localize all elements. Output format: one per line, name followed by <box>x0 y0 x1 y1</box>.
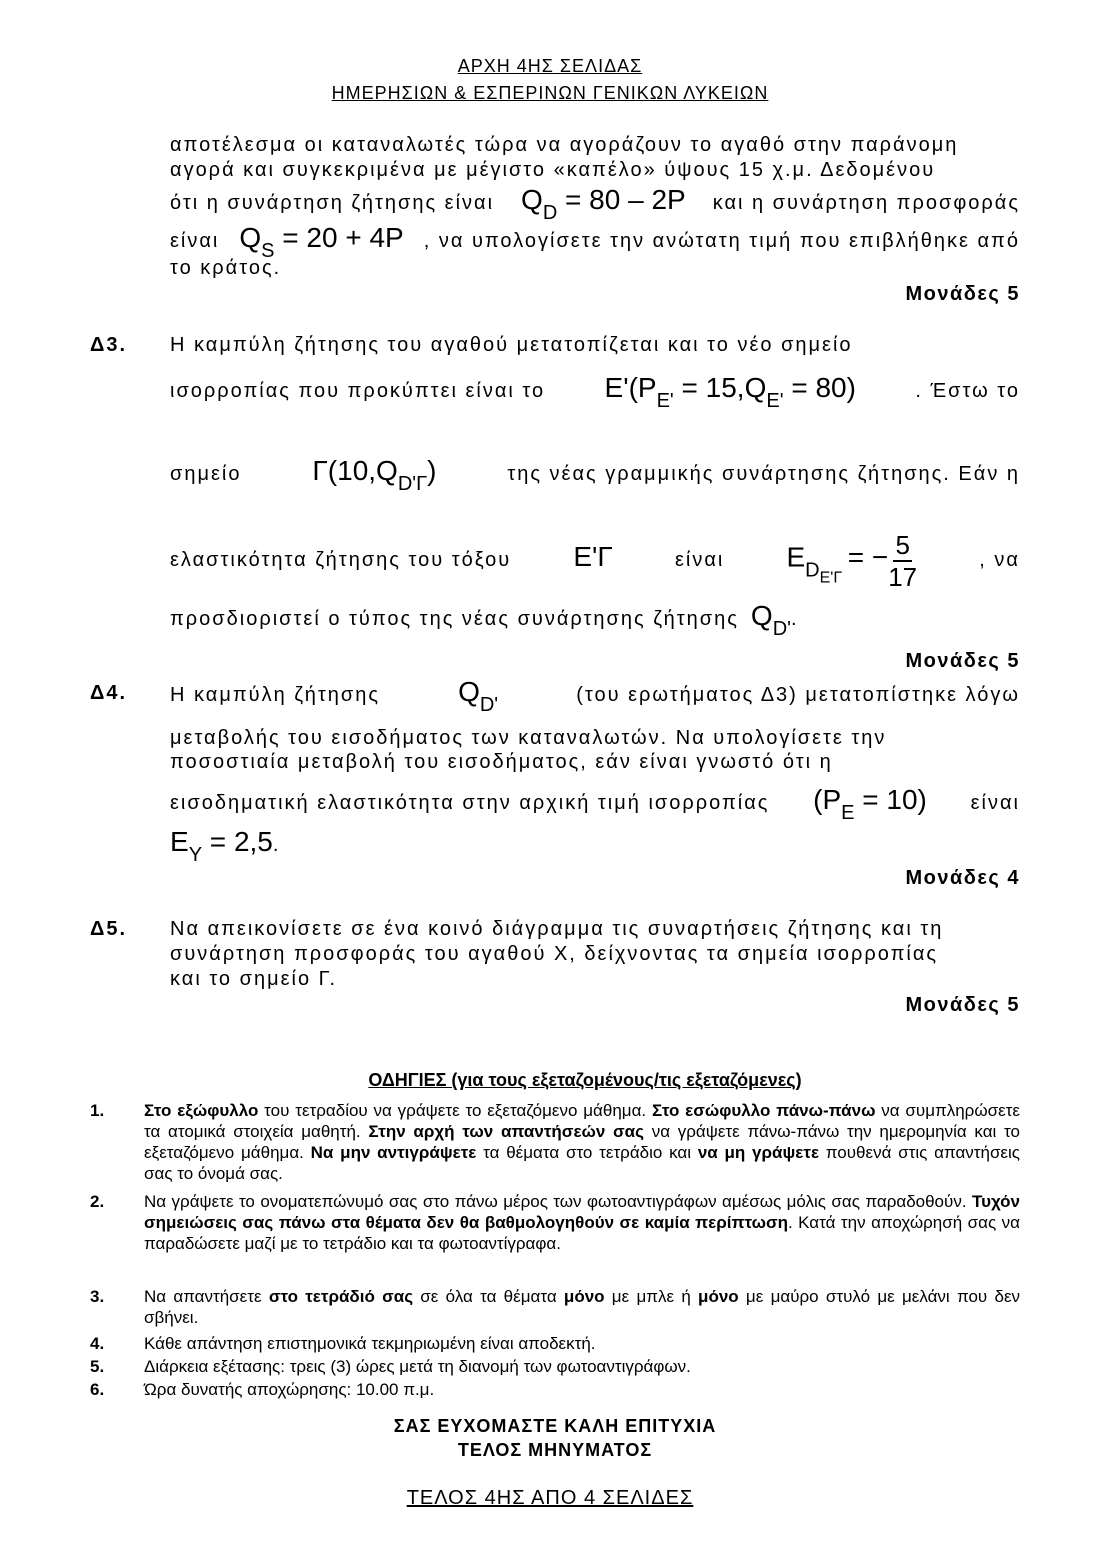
d3-line-4: ελαστικότητα ζήτησης του τόξου E'Γ είναι $ED_{E'\Gamma}$ = − $\frac{5}{17}$ , να <box>170 530 1020 592</box>
d3-line-1: Η καμπύλη ζήτησης του αγαθού μετατοπίζεται και το νέο σημείο <box>170 334 853 356</box>
instruction-text-1 <box>144 1100 1020 1184</box>
text-segment: Να απαντήσετε <box>144 1287 269 1306</box>
continuation-line-3: ότι η συνάρτηση ζήτησης είναι QD = 80 – 2P και η συνάρτηση προσφοράς <box>170 184 1020 224</box>
supply-function: QS = 20 + 4P <box>239 222 404 262</box>
text-segment: Διάρκεια εξέτασης: τρεις (3) ώρες μετά τη διανομή των φωτοαντιγράφων. <box>144 1357 691 1376</box>
d3-line-2: ισορροπίας που προκύπτει είναι το E'(PE' = 15,QE' = 80) . Έστω το <box>170 372 1020 412</box>
units-d3: Μονάδες 5 <box>905 650 1020 672</box>
page-header-title: ΑΡΧΗ 4ΗΣ ΣΕΛΙΔΑΣ <box>457 56 643 76</box>
equilibrium-point-formula: E'(PE' = 15,QE' = 80) <box>604 372 856 412</box>
demand-function: QD = 80 – 2P <box>521 184 686 224</box>
instruction-text-4 <box>144 1333 1020 1354</box>
text-segment: με μαύρο στυλό με μελάνι που δεν σβήνει. <box>144 1287 1021 1327</box>
bold-text-segment: να μη γράψετε <box>697 1143 820 1162</box>
bold-text-segment: Τυχόν σημειώσεις σας πάνω στα θέματα δεν θα βαθμολογηθούν σε καμία περίπτωση <box>144 1192 1020 1232</box>
continuation-line-1: αποτέλεσμα οι καταναλωτές τώρα να αγοράζουν το αγαθό στην παράνομη <box>170 134 959 156</box>
continuation-line-5: το κράτος. <box>170 257 282 279</box>
continuation-line-2: αγορά και συγκεκριμένα με μέγιστο «καπέλο» ύψους 15 χ.μ. Δεδομένου <box>170 159 936 181</box>
new-demand-symbol: QD'. <box>750 600 797 640</box>
arc-elasticity-formula: $ED_{E'\Gamma}$ = − $\frac{5}{17}$ <box>786 530 918 592</box>
units-continuation: Μονάδες 5 <box>905 283 1020 305</box>
instruction-text-3 <box>144 1286 1020 1328</box>
d3-line-3: σημείο Γ(10,QD'Γ) της νέας γραμμικής συνάρτησης ζήτησης. Εάν η <box>170 455 1020 495</box>
d4-line-3: ποσοστιαία μεταβολή του εισοδήματος, εάν είναι γνωστό ότι η <box>170 751 833 773</box>
income-elasticity-formula: EY = 2,5. <box>170 826 279 866</box>
units-d5: Μονάδες 5 <box>905 994 1020 1016</box>
demand-symbol-d4: QD' <box>458 676 499 716</box>
instruction-text-5 <box>144 1356 1020 1377</box>
text-segment: να συμπληρώσετε τα ατομικά στοιχεία μαθητή. <box>144 1101 1020 1141</box>
question-label-d4: Δ4. <box>90 682 128 704</box>
page-footer: ΤΕΛΟΣ 4ΗΣ ΑΠΟ 4 ΣΕΛΙΔΕΣ <box>406 1487 694 1509</box>
bold-text-segment: Στο εσώφυλλο πάνω-πάνω <box>651 1101 876 1120</box>
text-segment: του τετραδίου να γράψετε το εξεταζόμενο μάθημα. <box>258 1101 652 1120</box>
text-segment: να γράψετε πάνω-πάνω την ημερομηνία και το εξεταζόμενο μάθημα. <box>144 1122 1020 1162</box>
point-gamma-formula: Γ(10,QD'Γ) <box>312 455 437 495</box>
bold-text-segment: Στο εξώφυλλο <box>144 1101 259 1120</box>
closing-wishes: ΣΑΣ ΕΥΧΟΜΑΣΤΕ ΚΑΛΗ ΕΠΙΤΥΧΙΑ <box>393 1416 717 1436</box>
fraction: $\frac{5}{17}$ <box>888 530 918 592</box>
text-segment: . Κατά την αποχώρησή σας να παραδώσετε μαζί με το τετράδιο και τα φωτοαντίγραφα. <box>144 1213 1020 1253</box>
closing-end-message: ΤΕΛΟΣ ΜΗΝΥΜΑΤΟΣ <box>457 1440 653 1460</box>
bold-text-segment: Να μην αντιγράψετε <box>310 1143 477 1162</box>
bold-text-segment: στο τετράδιό σας <box>268 1287 414 1306</box>
bold-text-segment: μόνο <box>698 1287 739 1306</box>
bold-text-segment: Στην αρχή των απαντήσεών σας <box>368 1122 644 1141</box>
continuation-line-4: είναι QS = 20 + 4P , να υπολογίσετε την ανώτατη τιμή που επιβλήθηκε από <box>170 222 1020 262</box>
instruction-text-2 <box>144 1191 1020 1254</box>
instruction-text-6 <box>144 1379 1020 1400</box>
instructions-title: ΟΔΗΓΙΕΣ (για τους εξεταζομένους/τις εξεταζόμενες) <box>368 1070 802 1090</box>
text-segment: τα θέματα στο τετράδιο και <box>476 1143 698 1162</box>
d3-line-5: προσδιοριστεί ο τύπος της νέας συνάρτησης ζήτησης QD'. <box>170 600 797 640</box>
d5-line-2: συνάρτηση προσφοράς του αγαθού Χ, δείχνοντας τα σημεία ισορροπίας <box>170 943 939 965</box>
text-segment: με μπλε ή <box>604 1287 699 1306</box>
d4-line-2: μεταβολής του εισοδήματος των καταναλωτών. Να υπολογίσετε την <box>170 727 887 749</box>
arc-label: E'Γ <box>573 541 613 573</box>
d5-line-1: Να απεικονίσετε σε ένα κοινό διάγραμμα τις συναρτήσεις ζήτησης και τη <box>170 918 944 940</box>
page-header-subtitle: ΗΜΕΡΗΣΙΩΝ & ΕΣΠΕΡΙΝΩΝ ΓΕΝΙΚΩΝ ΛΥΚΕΙΩΝ <box>331 83 769 103</box>
text-segment: Να γράψετε το ονοματεπώνυμό σας στο πάνω μέρος των φωτοαντιγράφων αμέσως μόλις σας παραδοθούν. <box>144 1192 972 1211</box>
d4-line-5 <box>170 826 1020 867</box>
text-segment: πουθενά στις απαντήσεις σας το όνομά σας. <box>144 1143 1020 1183</box>
question-label-d5: Δ5. <box>90 918 128 940</box>
text-segment: Κάθε απάντηση επιστημονικά τεκμηριωμένη είναι αποδεκτή. <box>144 1334 596 1353</box>
d4-line-1: Η καμπύλη ζήτησης QD' (του ερωτήματος Δ3) μετατοπίστηκε λόγω <box>170 676 1020 716</box>
question-label-d3: Δ3. <box>90 334 128 356</box>
units-d4: Μονάδες 4 <box>905 867 1020 889</box>
bold-text-segment: μόνο <box>563 1287 605 1306</box>
d5-line-3: και το σημείο Γ. <box>170 968 338 990</box>
initial-price-formula: (PE = 10) <box>813 784 927 824</box>
text-segment: σε όλα τα θέματα <box>413 1287 564 1306</box>
text-segment: Ώρα δυνατής αποχώρησης: 10.00 π.μ. <box>144 1380 435 1399</box>
d4-line-4: εισοδηματική ελαστικότητα στην αρχική τιμή ισορροπίας (PE = 10) είναι <box>170 784 1020 824</box>
